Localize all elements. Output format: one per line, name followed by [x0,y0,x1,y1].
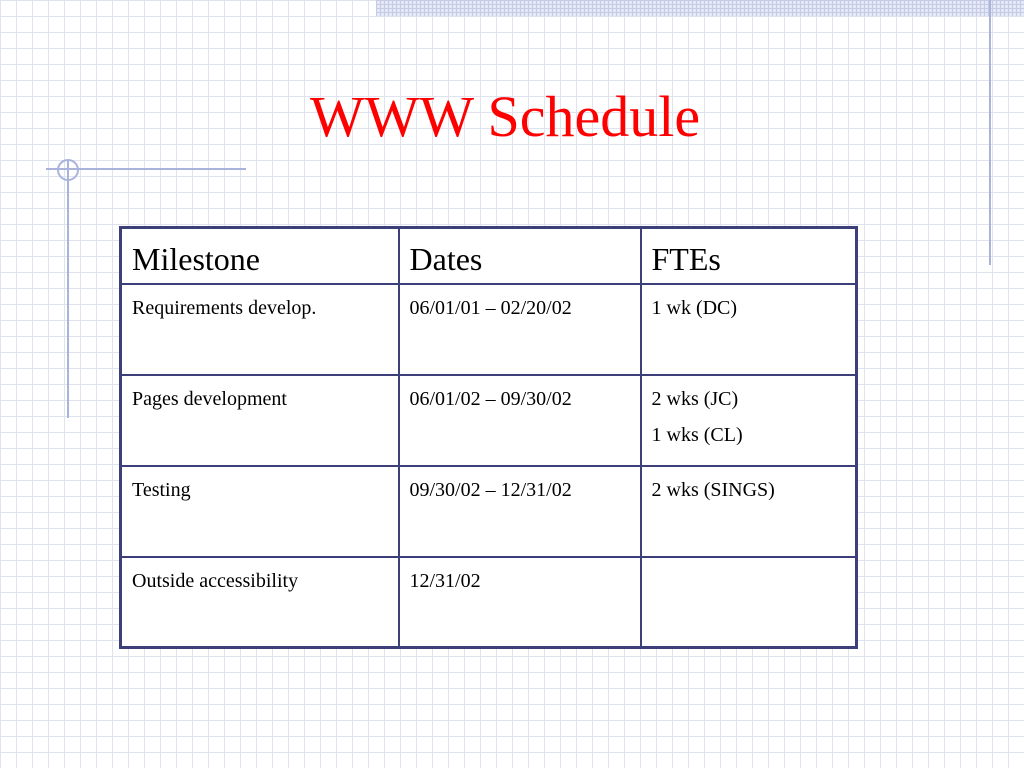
milestone-cell: Pages development [121,375,399,466]
ftes-cell [641,284,857,375]
table-row [121,466,857,557]
header-milestone: Milestone [121,228,399,284]
fte-entry: 1 wk (DC) [651,296,738,319]
top-decorative-band [376,0,1024,16]
decorative-circle [57,159,79,181]
dates-cell: 06/01/01 – 02/20/02 [399,284,641,375]
table-row [121,557,857,648]
milestone-cell: Testing [121,466,399,557]
dates-cell: 09/30/02 – 12/31/02 [399,466,641,557]
ftes-cell [641,557,857,648]
dates-cell: 12/31/02 [399,557,641,648]
dates-cell: 06/01/02 – 09/30/02 [399,375,641,466]
fte-entry: 2 wks (SINGS) [651,478,775,501]
fte-entry: 2 wks (JC) [651,387,739,410]
header-ftes: FTEs [641,228,857,284]
header-dates: Dates [399,228,641,284]
decorative-vertical-line-left [67,160,69,418]
slide-title: WWW Schedule [309,84,701,149]
table-header-row [121,228,857,284]
fte-entry: 1 wks (CL) [651,423,743,446]
table-row [121,284,857,375]
milestone-cell: Outside accessibility [121,557,399,648]
milestone-cell: Requirements develop. [121,284,399,375]
ftes-cell [641,466,857,557]
schedule-table [119,226,858,649]
table-row [121,375,857,466]
ftes-cell [641,375,857,466]
